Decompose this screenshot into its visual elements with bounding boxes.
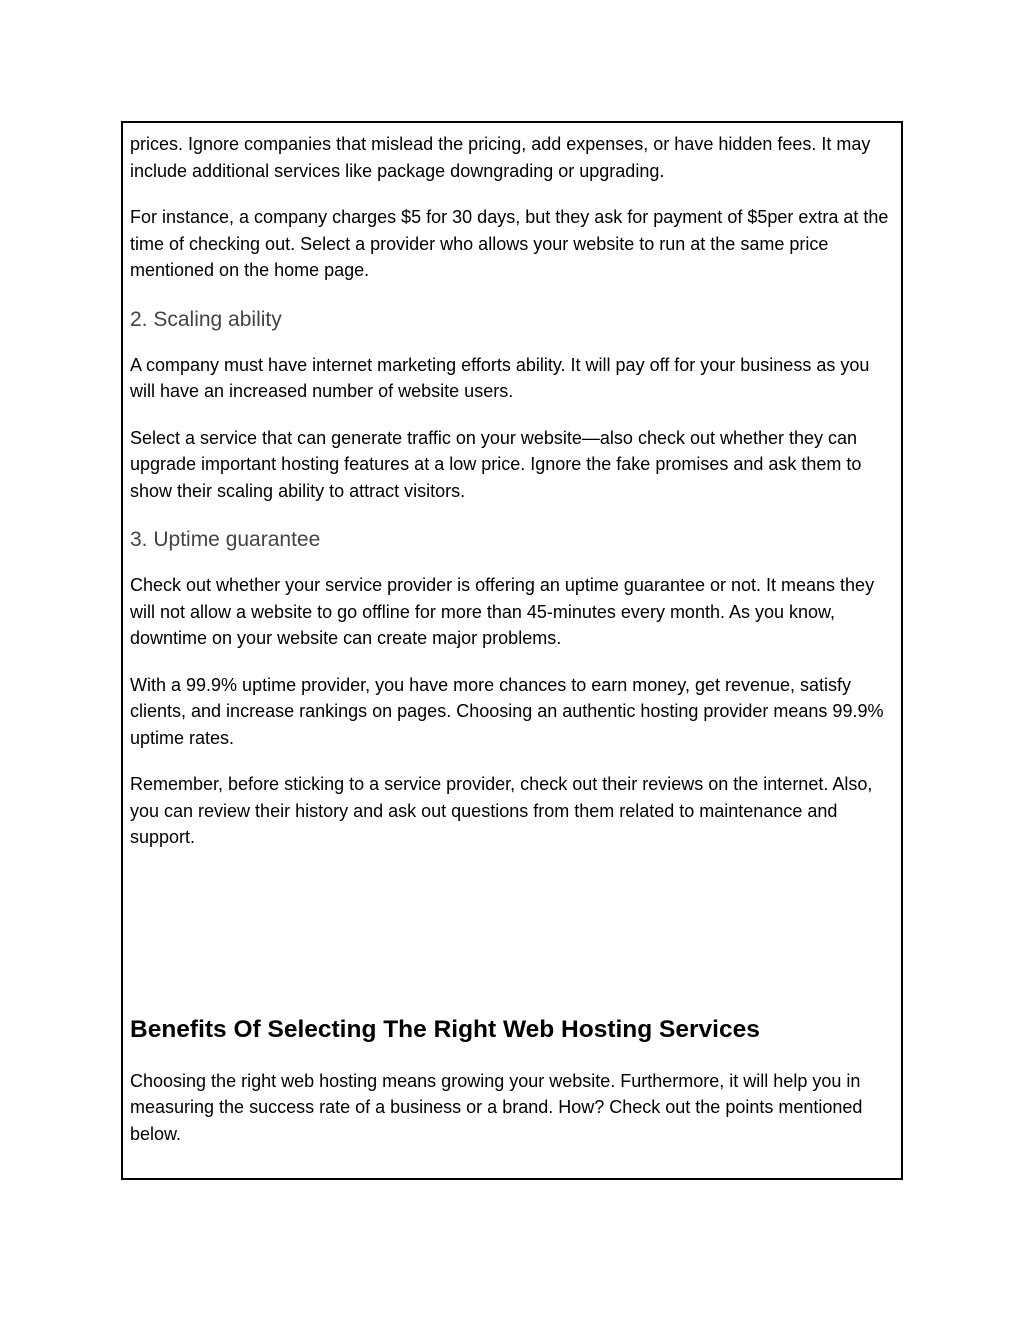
section-heading-scaling: 2. Scaling ability bbox=[130, 307, 282, 331]
benefits-heading: Benefits Of Selecting The Right Web Hosting Services bbox=[130, 1015, 760, 1043]
paragraph-uptime-2: With a 99.9% uptime provider, you have more chances to earn money, get revenue, satisfy clients, and increase rankings on pages. Choosing an authentic hosting provider means 99.9% uptime rates. bbox=[130, 674, 884, 748]
page-frame bbox=[121, 121, 903, 1180]
paragraph-benefits: Choosing the right web hosting means growing your website. Furthermore, it will help you in measuring the success rate of a business or a brand. How? Check out the points mentioned below. bbox=[130, 1070, 863, 1144]
paragraph-pricing: prices. Ignore companies that mislead the pricing, add expenses, or have hidden fees. It may include additional services like package downgrading or upgrading. bbox=[130, 134, 871, 181]
section-heading-uptime: 3. Uptime guarantee bbox=[130, 528, 321, 551]
paragraph-uptime-3: Remember, before sticking to a service provider, check out their reviews on the internet. Also, you can review their history and ask out questions from them related to maintenance and support. bbox=[130, 774, 873, 847]
paragraph-scaling-2: Select a service that can generate traffic on your website—also check out whether they can upgrade important hosting features at a low price. Ignore the fake promises and ask them to show their scaling ability to attract visitors. bbox=[130, 427, 862, 501]
paragraph-uptime-1: Check out whether your service provider is offering an uptime guarantee or not. It means they will not allow a website to go offline for more than 45-minutes every month. As you know, downtime on your website can create major problems. bbox=[130, 575, 875, 648]
blank-space bbox=[130, 851, 896, 1015]
paragraph-scaling-1: A company must have internet marketing efforts ability. It will pay off for your business as you will have an increased number of website users. bbox=[130, 354, 870, 401]
paragraph-pricing-example: For instance, a company charges $5 for 30 days, but they ask for payment of $5per extra at the time of checking out. Select a provider who allows your website to run at the same price mentioned on the home page. bbox=[130, 207, 889, 280]
document-body bbox=[130, 131, 896, 1147]
